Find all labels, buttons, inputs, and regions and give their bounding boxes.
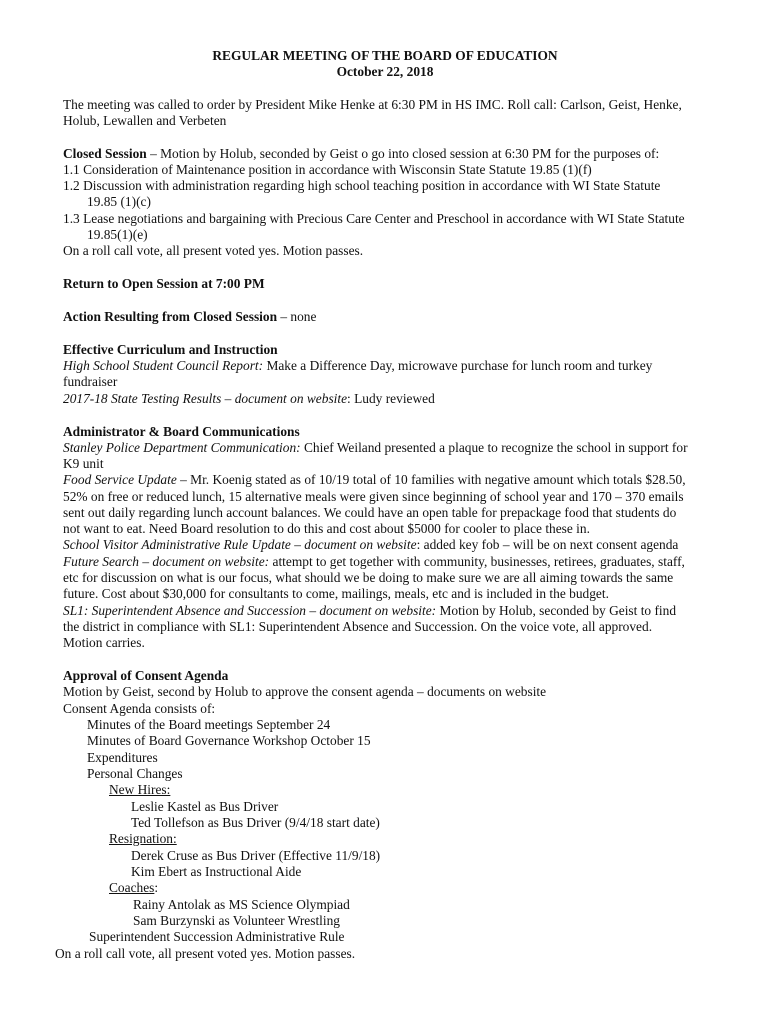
action-closed-heading: Action Resulting from Closed Session [63,309,278,324]
consent-vote: On a roll call vote, all present voted yes. Motion passes. [55,946,356,961]
resignation-item: Kim Ebert as Instructional Aide [131,864,302,879]
school-visitor-rule [63,537,678,553]
consent-item: Personal Changes [87,766,183,781]
closed-session-item: 1.3 Lease negotiations and bargaining with Precious Care Center and Preschool in accordance with WI State Statute [63,211,685,226]
document-title: REGULAR MEETING OF THE BOARD OF EDUCATION [212,48,558,63]
coaches-label: Coaches [109,880,155,895]
closed-session-vote: On a roll call vote, all present voted yes. Motion passes. [63,243,364,258]
consent-item: Expenditures [87,750,158,765]
sl1-label: SL1: Superintendent Absence and Succession – document on website: [63,603,437,618]
consent-item: Minutes of the Board meetings September 24 [87,717,331,732]
student-council-report [63,358,652,374]
closed-session-item: 1.1 Consideration of Maintenance position in accordance with Wisconsin State Statute 19.85 (1)(f) [63,162,592,177]
food-service-label: Food Service Update [63,472,177,487]
intro-line-1: The meeting was called to order by President Mike Henke at 6:30 PM in HS IMC. Roll call: Carlson, Geist, Henke, [63,97,682,112]
new-hires-label: New Hires: [109,782,171,797]
state-testing [63,391,435,407]
return-open-session-heading: Return to Open Session at 7:00 PM [63,276,265,291]
sl1-superintendent [63,603,676,619]
food-service-cont: sent out daily regarding lunch account balances. We could have an open table for prepackage food that students do [63,505,677,520]
closed-session-motion: – Motion by Holub, seconded by Geist o go into closed session at 6:30 PM for the purposes of: [146,146,660,161]
intro-line-2: Holub, Lewallen and Verbeten [63,113,227,128]
state-testing-label: 2017-18 State Testing Results – document on website [63,391,348,406]
curriculum-heading: Effective Curriculum and Instruction [63,342,278,357]
future-search-cont: etc for discussion on what is our focus, what should we be doing to make sure we are all aiming towards the same [63,570,674,585]
police-text: Chief Weiland presented a plaque to recognize the school in support for [300,440,688,455]
closed-session-item-cont: 19.85 (1)(c) [87,194,151,209]
resignation-item: Derek Cruse as Bus Driver (Effective 11/9/18) [131,848,381,863]
police-label: Stanley Police Department Communication: [63,440,301,455]
food-service-text: – Mr. Koenig stated as of 10/19 total of 10 families with negative amount which totals $28.50, [176,472,686,487]
food-service-update [63,472,686,488]
consent-agenda-heading: Approval of Consent Agenda [63,668,229,683]
police-communication [63,440,688,456]
police-cont: K9 unit [63,456,104,471]
future-search-text: attempt to get together with community, businesses, retirees, graduates, staff, [269,554,685,569]
consent-consists: Consent Agenda consists of: [63,701,216,716]
sl1-text: Motion by Holub, seconded by Geist to find [436,603,677,618]
future-search-cont: future. Cost about $30,000 for consultants to come, mailings, meals, etc and is included in the budget. [63,586,609,601]
school-visitor-text: : added key fob – will be on next consent agenda [416,537,679,552]
closed-session-item-cont: 19.85(1)(e) [87,227,148,242]
consent-succession-item: Superintendent Succession Administrative Rule [89,929,345,944]
food-service-cont: 52% on free or reduced lunch, 15 alternative meals were given since beginning of school year and 170 – 370 emails [63,489,684,504]
closed-session-item: 1.2 Discussion with administration regarding high school teaching position in accordance with WI State Statute [63,178,661,193]
consent-motion: Motion by Geist, second by Holub to approve the consent agenda – documents on website [63,684,547,699]
closed-session-paragraph [63,146,659,162]
school-visitor-label: School Visitor Administrative Rule Update – document on website [63,537,417,552]
student-council-text: Make a Difference Day, microwave purchase for lunch room and turkey [263,358,653,373]
admin-communications-heading: Administrator & Board Communications [63,424,300,439]
student-council-cont: fundraiser [63,374,118,389]
sl1-cont: the district in compliance with SL1: Superintendent Absence and Succession. On the voice vote, all approved. [63,619,653,634]
action-closed-text: – none [277,309,317,324]
student-council-label: High School Student Council Report: [63,358,264,373]
coach-item: Rainy Antolak as MS Science Olympiad [133,897,350,912]
meeting-date: October 22, 2018 [336,64,434,79]
coach-item: Sam Burzynski as Volunteer Wrestling [133,913,340,928]
new-hire-item: Ted Tollefson as Bus Driver (9/4/18 start date) [131,815,380,830]
state-testing-text: : Ludy reviewed [347,391,435,406]
coaches-label-line [109,880,158,896]
future-search-label: Future Search – document on website: [63,554,270,569]
consent-item: Minutes of Board Governance Workshop October 15 [87,733,371,748]
sl1-cont: Motion carries. [63,635,145,650]
action-closed-session [63,309,316,325]
closed-session-heading: Closed Session [63,146,147,161]
new-hire-item: Leslie Kastel as Bus Driver [131,799,279,814]
future-search [63,554,685,570]
resignation-label: Resignation: [109,831,177,846]
coaches-colon: : [154,880,159,895]
food-service-cont: not want to eat. Need Board resolution to do this and cost about $5000 for cooler to place these in. [63,521,590,536]
